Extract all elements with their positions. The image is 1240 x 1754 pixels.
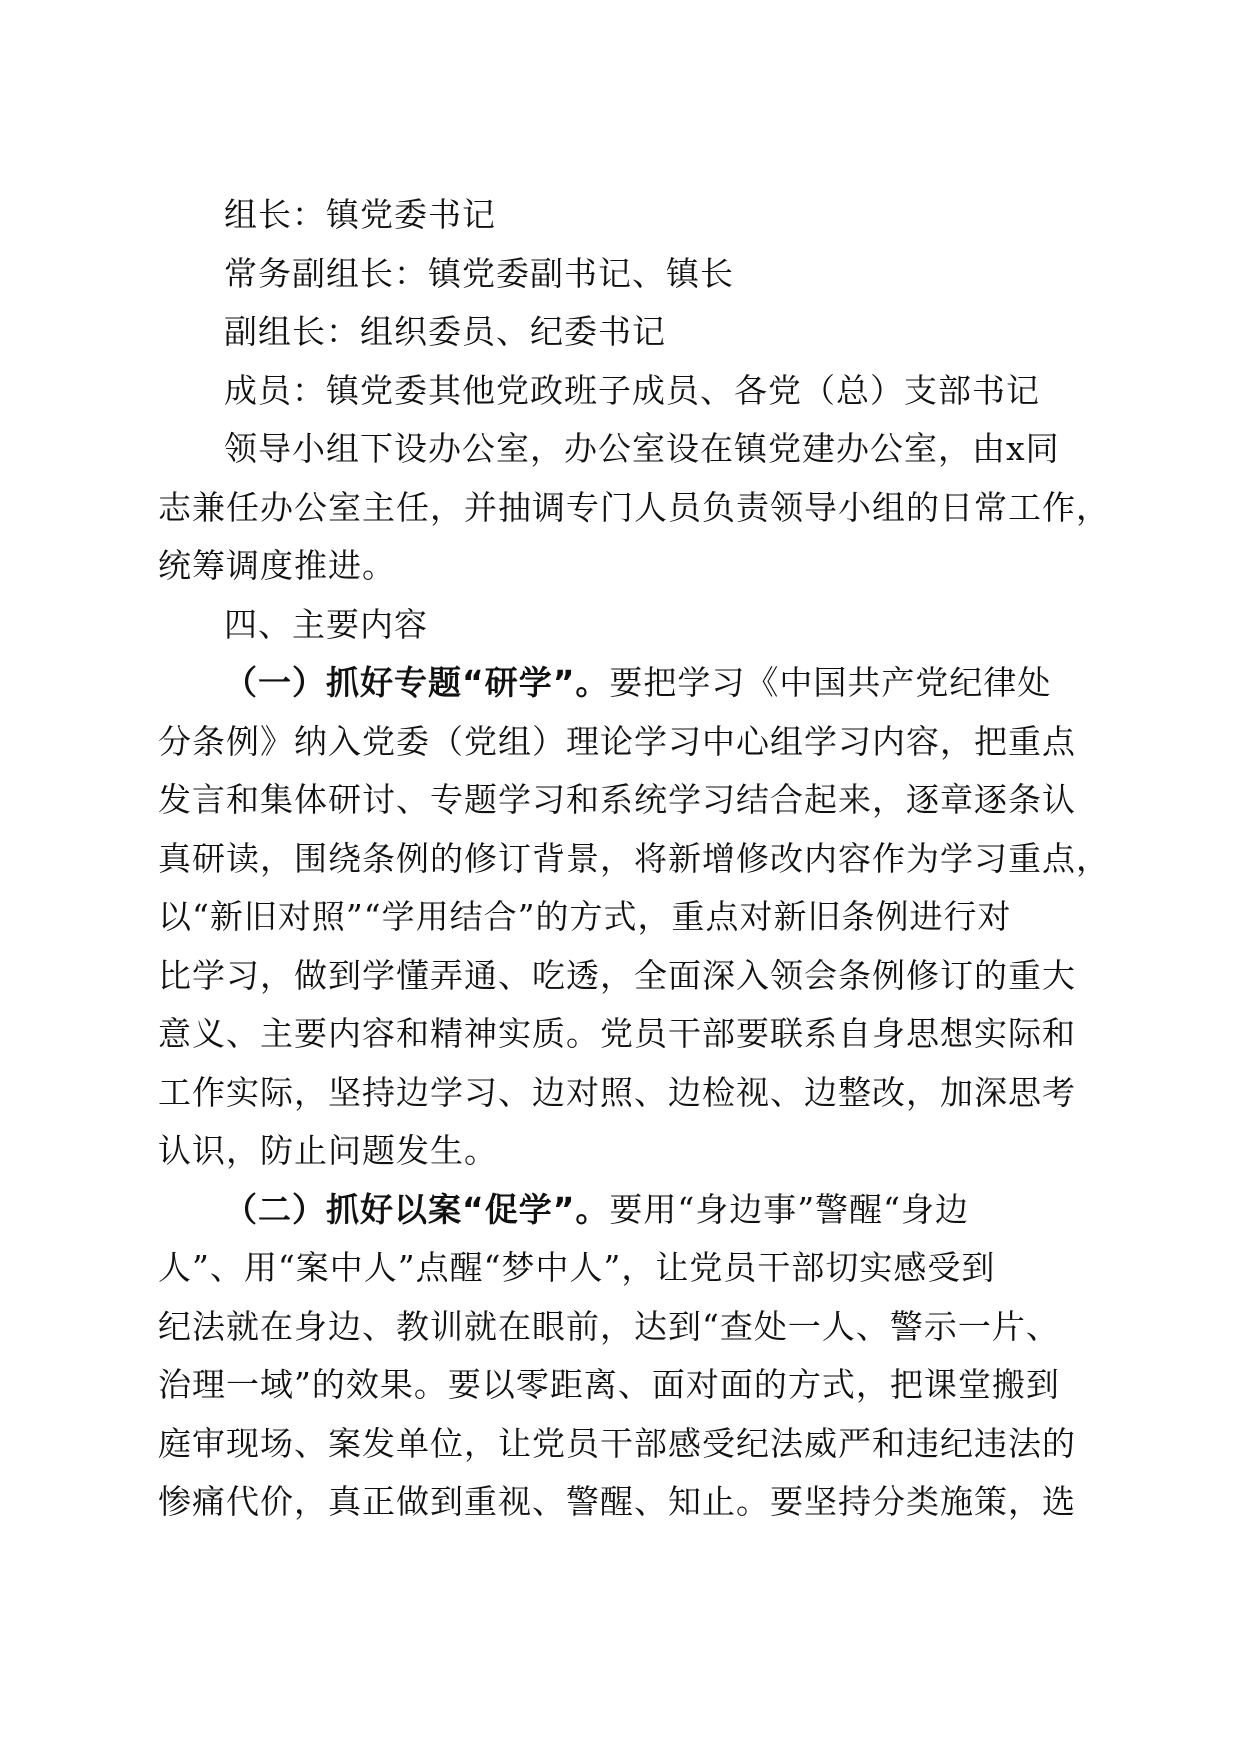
executive-deputy-line: 常务副组长：镇党委副书记、镇长 [224, 253, 734, 293]
item1-line: 工作实际，坚持边学习、边对照、边检视、边整改，加深思考 [158, 1072, 1076, 1112]
item2-text: 要用“身边事”警醒“身边 [609, 1189, 970, 1229]
item1-first-line [158, 654, 1064, 713]
deputy-line: 副组长：组织委员、纪委书记 [224, 312, 666, 351]
item1-text: 要把学习《中国共产党纪律处 [609, 663, 1052, 702]
members-line: 成员：镇党委其他党政班子成员、各党（总）支部书记 [224, 370, 1040, 410]
office-paragraph-line: 志兼任办公室主任，并抽调专门人员负责领导小组的日常工作， [158, 487, 1110, 527]
item1-line: 发言和集体研讨、专题学习和系统学习结合起来，逐章逐条认 [158, 780, 1076, 819]
office-paragraph-line: 统筹调度推进。 [158, 546, 396, 585]
item2-line: 治理一域”的效果。要以零距离、面对面的方式，把课堂搬到 [158, 1365, 1060, 1404]
item2-title: （二）抓好以案“促学”。 [224, 1189, 610, 1229]
item1-line: 认识，防止问题发生。 [158, 1131, 498, 1170]
item1-line: 意义、主要内容和精神实质。党员干部要联系自身思想实际和 [158, 1014, 1076, 1053]
office-paragraph-line: 领导小组下设办公室，办公室设在镇党建办公室，由x同 [224, 429, 1060, 468]
leader-line: 组长：镇党委书记 [224, 195, 496, 234]
item1-line: 真研读，围绕条例的修订背景，将新增修改内容作为学习重点， [158, 838, 1110, 878]
document-body [158, 186, 1110, 1532]
item2-line: 纪法就在身边、教训就在眼前，达到“查处一人、警示一片、 [158, 1306, 1060, 1346]
item2-line: 人”、用“案中人”点醒“梦中人”，让党员干部切实感受到 [158, 1248, 996, 1287]
item1-line: 以“新旧对照”“学用结合”的方式，重点对新旧条例进行对 [158, 897, 1012, 936]
item1-line: 分条例》纳入党委（党组）理论学习中心组学习内容，把重点 [158, 721, 1076, 761]
item2-line: 惨痛代价，真正做到重视、警醒、知止。要坚持分类施策，选 [158, 1482, 1076, 1521]
item1-title: （一）抓好专题“研学”。 [224, 663, 610, 702]
item2-first-line [158, 1181, 1064, 1240]
section-heading: 四、主要内容 [224, 604, 428, 644]
item1-line: 比学习，做到学懂弄通、吃透，全面深入领会条例修订的重大 [158, 955, 1076, 995]
item2-line: 庭审现场、案发单位，让党员干部感受纪法威严和违纪违法的 [158, 1423, 1076, 1463]
